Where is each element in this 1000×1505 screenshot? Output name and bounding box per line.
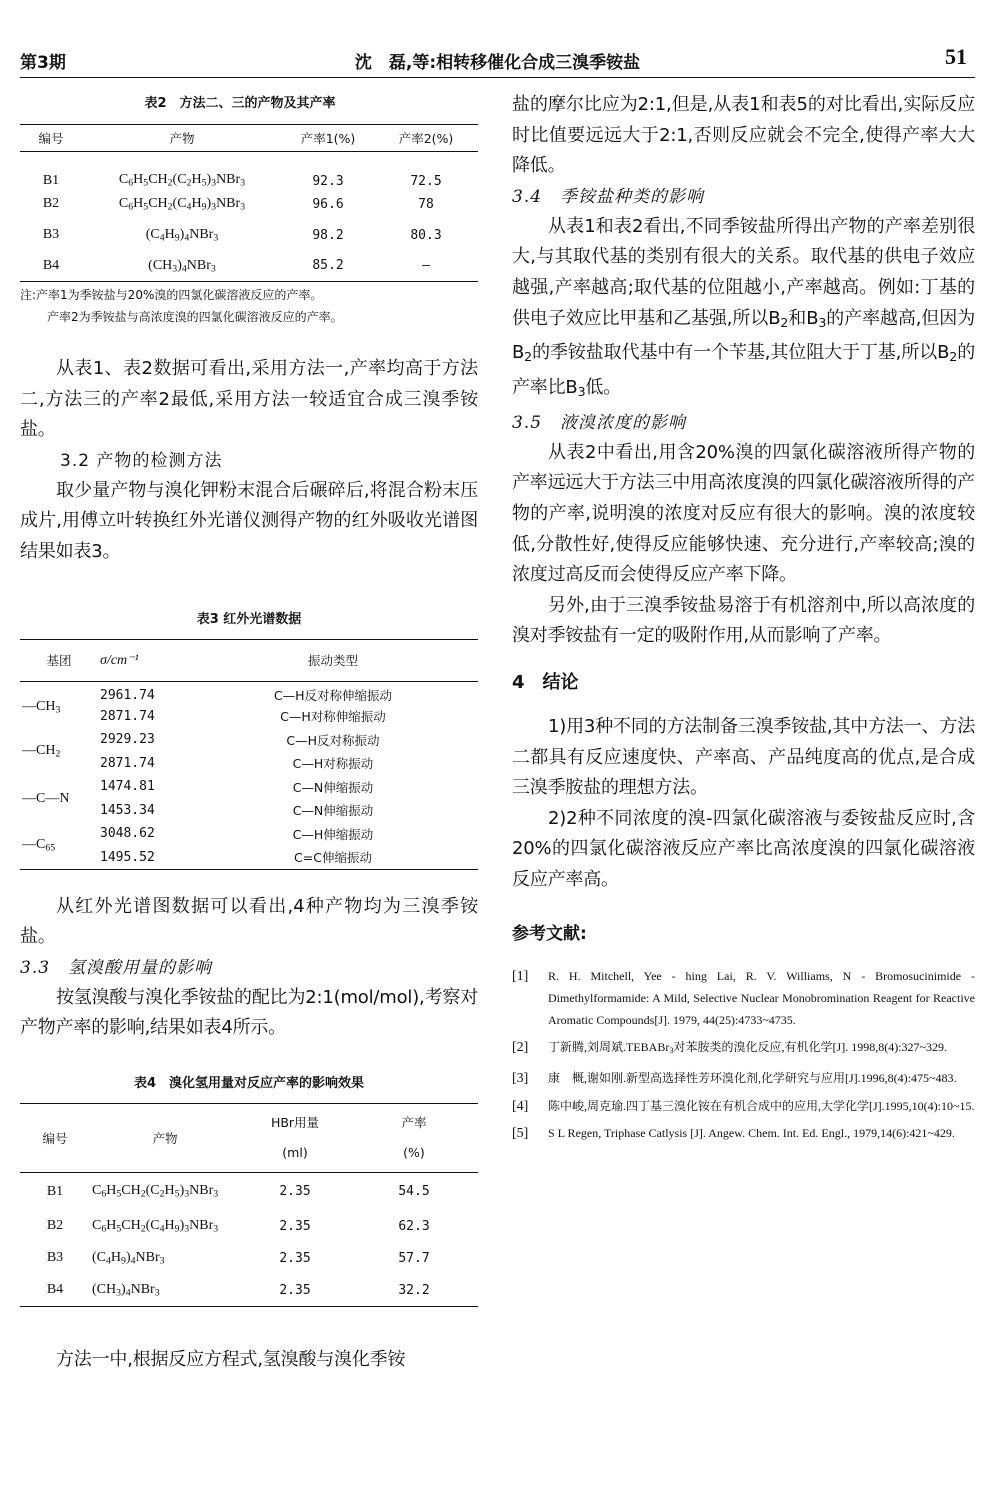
table4 <box>20 1103 478 1307</box>
table2-header: 产物 <box>169 131 195 146</box>
table4-header-label: 编号 <box>42 1130 68 1146</box>
cell-group: $—CH_2$ <box>22 743 61 760</box>
paragraph: 从表1、表2数据可看出,采用方法一,产率均高于方法二,方法三的产率2最低,采用方法一较适宜合成三溴季铵盐。 <box>20 358 478 441</box>
article-running-title: 沈 磊,等:相转移催化合成三溴季铵盐 <box>354 53 641 73</box>
table4-header <box>240 1103 350 1172</box>
paragraph: 从红外光谱图数据可以看出,4种产物均为三溴季铵盐。 <box>20 895 478 948</box>
section-heading-3-3: 3.3 氢溴酸用量的影响 <box>20 957 213 978</box>
cell-id: B1 <box>46 1183 64 1199</box>
cell-yield-1: 92.3 <box>312 173 344 189</box>
table-row <box>20 1210 478 1242</box>
cell-yield: 57.7 <box>398 1250 430 1266</box>
cell-product: $(CH_3)_4NBr_3$ <box>92 1281 160 1299</box>
reference-item <box>512 1037 975 1062</box>
section-heading-3-2: 3.2 产物的检测方法 <box>60 450 223 471</box>
paragraph: 2)2种不同浓度的溴-四氯化碳溶液与委铵盐反应时,含20%的四氯化碳溶液反应产率比高浓度溴的四氯化碳溶液反应产率高。 <box>512 807 975 890</box>
reference-number: [5] <box>512 1126 529 1142</box>
cell-group: $—C_{65}$ <box>22 837 56 854</box>
cell-id: B2 <box>42 196 60 211</box>
cell-vibration-mode: C—H对称伸缩振动 <box>280 709 386 725</box>
cell-id: B3 <box>46 1250 64 1266</box>
cell-yield: 32.2 <box>398 1282 430 1298</box>
table3-header: 振动类型 <box>307 653 358 669</box>
cell-yield: 62.3 <box>398 1218 430 1234</box>
reference-text: R. H. Mitchell, Yee - hing Lai, R. V. Williams, N - Bromosucinimide - Dimethylformamide: A Mild, Selective Nuclear Monobromination Reagent for Reactive Aromatic Compounds[J]. 1979, 44(25):4733~4735. <box>548 969 975 1027</box>
cell-group: $—CH_3$ <box>22 698 61 716</box>
table2 <box>20 124 478 282</box>
cell-wavenumber: 1474.81 <box>100 779 155 795</box>
table4-header-label: HBr用量 <box>270 1114 320 1130</box>
cell-product: $C_6H_5CH_2(C_2H_5)_3NBr_3$ <box>92 1183 219 1200</box>
cell-hbr-volume: 2.35 <box>279 1282 311 1298</box>
cell-vibration-mode: C=C伸缩振动 <box>294 850 372 866</box>
references-heading: 参考文献: <box>512 924 587 945</box>
paragraph: 1)用3种不同的方法制备三溴季铵盐,其中方法一、方法二都具有反应速度快、产率高、产品纯度高的优点,是合成三溴季胺盐的理想方法。 <box>512 715 975 799</box>
cell-product: $C_6H_5CH_2(C_4H_9)_3NBr_3$ <box>92 1218 219 1235</box>
table-row <box>20 189 478 220</box>
reference-item <box>512 1068 975 1090</box>
reference-text: 丁新腾,刘周斌.TEBABr$_3$对苯胺类的溴化反应,有机化学[J]. 1998,8(4):327~329. <box>548 1040 948 1056</box>
cell-vibration-mode: C—H反对称振动 <box>286 732 380 748</box>
cell-wavenumber: 2871.74 <box>100 708 155 724</box>
table4-header-unit: (ml) <box>282 1144 308 1160</box>
cell-vibration-mode: C—H反对称伸缩振动 <box>273 688 393 704</box>
table4-header <box>20 1103 90 1172</box>
section-heading-4: 4 结论 <box>512 671 579 693</box>
cell-group: —C—N <box>22 790 70 806</box>
table-row <box>20 1274 478 1306</box>
table3 <box>20 639 478 870</box>
cell-product: $(C_4H_9)_4NBr_3$ <box>145 226 219 244</box>
table4-caption: 表4 溴化氢用量对反应产率的影响效果 <box>133 1075 365 1091</box>
cell-id: B4 <box>46 1282 64 1298</box>
reference-item <box>512 966 975 1031</box>
table2-header: 产率2(%) <box>398 131 454 146</box>
cell-product: $(C_4H_9)_4NBr_3$ <box>92 1250 165 1267</box>
cell-wavenumber: 2929.23 <box>100 732 155 748</box>
cell-id: B3 <box>42 227 60 242</box>
issue-label: 第3期 <box>20 53 66 73</box>
running-header <box>20 44 975 78</box>
paragraph: 方法一中,根据反应方程式,氢溴酸与溴化季铵 <box>56 1348 406 1370</box>
table4-header-label: 产率 <box>401 1114 427 1130</box>
cell-yield-1: 98.2 <box>312 227 344 243</box>
paragraph: 从表1和表2看出,不同季铵盐所得出产物的产率差别很大,与其取代基的类别有很大的关系。取代基的供电子效应越强,产率越高;取代基的位阻越小,产率越高。例如:丁基的供电子效应比甲基和乙基强,所以$B_2$和$B_3$的产率越高,但因为$B_2$的季铵盐取代基中有一个苄基,其位阻大于丁基,所以$B_2$的产率比$B_3$低。 <box>512 215 976 400</box>
cell-product: $(CH_3)_4NBr_3$ <box>148 257 216 274</box>
reference-number: [1] <box>512 969 529 985</box>
cell-hbr-volume: 2.35 <box>279 1184 311 1200</box>
reference-item <box>512 1096 975 1118</box>
reference-text: 陈中峻,周克瑜.四丁基三溴化铵在有机合成中的应用,大学化学[J].1995,10(4):10~15. <box>548 1098 975 1113</box>
table-row <box>20 152 478 189</box>
table-row <box>20 822 478 846</box>
cell-wavenumber: 2871.74 <box>100 755 155 771</box>
cell-yield-2: 80.3 <box>410 227 442 243</box>
table2-note-1: 注:产率1为季铵盐与20%溴的四氯化碳溶液反应的产率。 <box>20 288 323 302</box>
cell-wavenumber: 1495.52 <box>100 849 155 865</box>
cell-hbr-volume: 2.35 <box>279 1250 311 1266</box>
cell-yield-1: 96.6 <box>312 196 344 212</box>
cell-id: B4 <box>42 257 60 273</box>
paragraph: 盐的摩尔比应为2:1,但是,从表1和表5的对比看出,实际反应时比值要远远大于2:1,否则反应就会不完全,使得产率大大降低。 <box>512 94 975 177</box>
cell-yield-2: 78 <box>418 196 434 212</box>
table2-header: 产率1(%) <box>300 131 356 146</box>
section-heading-3-5: 3.5 液溴浓度的影响 <box>512 412 687 433</box>
cell-wavenumber: 3048.62 <box>100 826 155 842</box>
reference-number: [4] <box>512 1098 529 1114</box>
cell-vibration-mode: C—H伸缩振动 <box>292 826 374 842</box>
reference-number: [3] <box>512 1070 529 1086</box>
reference-text: S L Regen, Triphase Catlysis [J]. Angew. Chem. Int. Ed. Engl., 1979,14(6):421~429. <box>548 1126 955 1141</box>
cell-vibration-mode: C—N伸缩振动 <box>292 779 374 795</box>
reference-item <box>512 1123 975 1145</box>
table2-header: 编号 <box>38 131 64 146</box>
table-row <box>20 251 478 282</box>
cell-vibration-mode: C—H对称振动 <box>292 756 374 772</box>
cell-hbr-volume: 2.35 <box>279 1218 311 1234</box>
table-row <box>20 728 478 752</box>
table-row <box>20 220 478 251</box>
paragraph: 另外,由于三溴季铵盐易溶于有机溶剂中,所以高浓度的溴对季铵盐有一定的吸附作用,从而影响了产率。 <box>512 594 975 647</box>
reference-text: 康 概,谢如刚.新型高选择性芳环溴化剂,化学研究与应用[J].1996,8(4):475~483. <box>548 1070 957 1085</box>
table4-header <box>350 1103 478 1172</box>
cell-vibration-mode: C—N伸缩振动 <box>292 803 374 819</box>
cell-id: B1 <box>42 172 60 188</box>
cell-wavenumber: 1453.34 <box>100 802 155 818</box>
reference-number: [2] <box>512 1040 529 1056</box>
page-number: 51 <box>945 44 967 69</box>
paragraph: 从表2中看出,用含20%溴的四氯化碳溶液所得产物的产率远远大于方法三中用高浓度溴的四氯化碳溶液所得的产物的产率,说明溴的浓度对反应有很大的影响。溴的浓度较低,分散性好,使得反应能够快速、充分进行,产率较高;溴的浓度过高反而会使得反应产率下降。 <box>512 441 975 586</box>
cell-yield-1: 85.2 <box>312 258 344 274</box>
table-row <box>20 1242 478 1274</box>
table2-note-2: 产率2为季铵盐与高浓度溴的四氯化碳溶液反应的产率。 <box>47 310 343 324</box>
table3-caption: 表3 红外光谱数据 <box>196 611 302 627</box>
table4-header <box>90 1103 240 1172</box>
table-row <box>20 681 478 705</box>
table3-header: σ/cm⁻¹ <box>100 652 139 668</box>
cell-yield-2: — <box>422 258 430 274</box>
paragraph: 按氢溴酸与溴化季铵盐的配比为2:1(mol/mol),考察对产物产率的影响,结果如表4所示。 <box>20 986 478 1039</box>
table-row <box>20 775 478 799</box>
cell-yield: 54.5 <box>398 1184 430 1200</box>
section-heading-3-4: 3.4 季铵盐种类的影响 <box>512 186 705 207</box>
paragraph: 取少量产物与溴化钾粉末混合后碾碎后,将混合粉末压成片,用傅立叶转换红外光谱仪测得产物的红外吸收光谱图结果如表3。 <box>20 479 478 562</box>
cell-id: B2 <box>46 1218 64 1234</box>
table2-caption: 表2 方法二、三的产物及其产率 <box>144 96 336 111</box>
table4-header-unit: (%) <box>403 1144 425 1160</box>
right-column <box>512 92 975 1151</box>
cell-wavenumber: 2961.74 <box>100 687 155 703</box>
cell-yield-2: 72.5 <box>410 173 442 189</box>
cell-product: $C_6H_5CH_2(C_4H_9)_3NBr_3$ <box>118 195 246 213</box>
cell-product: $C_6H_5CH_2(C_2H_5)_3NBr_3$ <box>118 172 246 189</box>
table4-header-label: 产物 <box>152 1130 178 1146</box>
left-column <box>20 92 478 1376</box>
table-row <box>20 1172 478 1210</box>
table3-header: 基团 <box>46 653 72 669</box>
references-list <box>512 966 975 1144</box>
